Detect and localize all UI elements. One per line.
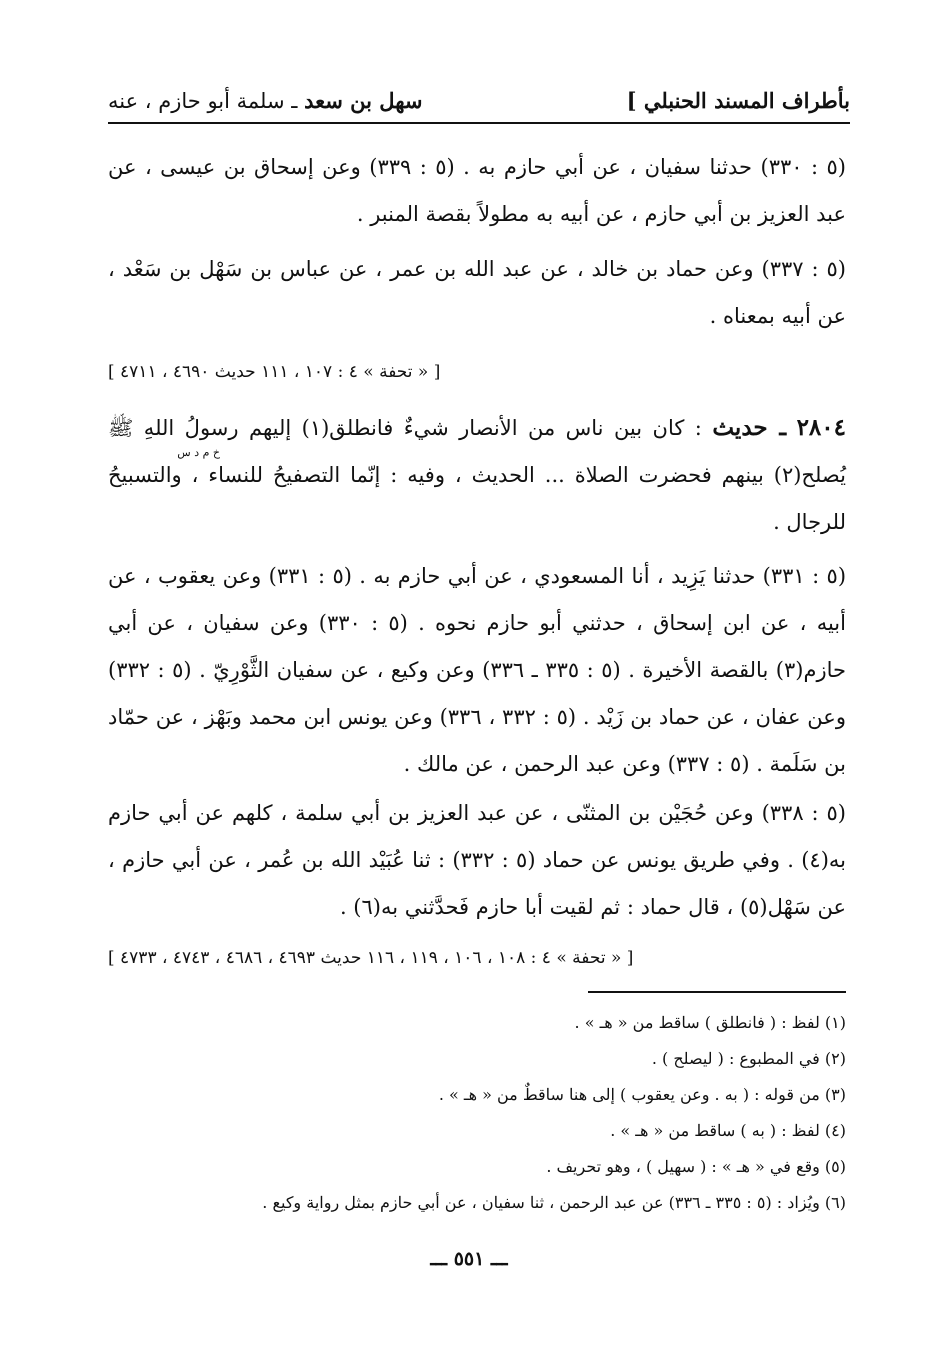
tuhfa-reference-2: [ « تحفة » ٤ : ١٠٨ ، ١٠٦ ، ١١٩ ، ١١٦ حديث ٤٦٩٣ ، ٤٦٨٦ ، ٤٧٤٣ ، ٤٧٣٣ ]: [108, 948, 634, 968]
footnote-3: (٣) من قوله : ( به . وعن يعقوب ) إلى هنا ساقطٌ من « هـ » .: [438, 1085, 846, 1104]
paragraph-4: (٥ : ٣٣٨) وعن حُجَيْن بن المثنّى ، عن عبد العزيز بن أبي سلمة ، كلهم عن أبي حازم به(٤) . وفي طريق يونس عن حماد (٥ : ٣٣٢) : ثنا عُبَيْد الله بن عُمر ، عن أبي حازم ، عن سَهْل(٥) ، قال حماد : ثم لقيت أبا حازم فَحدَّثني به(٦) .: [108, 801, 846, 919]
hadith-2804: ٢٨٠٤ ـ حديث : كان بين ناس من الأنصار شيءٌ فانطلق(١) إليهم رسولُ اللهِ ﷺ يُصلح(٢) بينهم فحضرت الصلاة ... الحديث ، وفيه : إنّما التصفيحُ للنساء ، والتسبيحُ للرجال .: [108, 414, 846, 534]
hadith-number: ٢٨٠٤: [796, 414, 846, 441]
footnotes: [108, 1005, 846, 1221]
footnote-2: (٢) في المطبوع : ( ليصلح ) .: [651, 1049, 846, 1068]
footnote-6: (٦) ويُزاد : (٥ : ٣٣٥ ـ ٣٣٦) عن عبد الرحمن ، ثنا سفيان ، عن أبي حازم بمثل رواية وكيع .: [262, 1193, 846, 1212]
paragraph-3: (٥ : ٣٣١) حدثنا يَزِيد ، أنا المسعودي ، عن أبي حازم به . (٥ : ٣٣١) وعن يعقوب ، عن أبيه ، عن ابن إسحاق ، حدثني أبو حازم نحوه . (٥ : ٣٣٠) وعن سفيان ، عن أبي حازم(٣) بالقصة الأخيرة . (٥ : ٣٣٥ ـ ٣٣٦) وعن وكيع ، عن سفيان الثَّوْرِيّ . (٥ : ٣٣٢) وعن عفان ، عن حماد بن زَيْد . (٥ : ٣٣٢ ، ٣٣٦) وعن يونس ابن محمد وبَهْز ، عن حمّاد بن سَلَمة . (٥ : ٣٣٧) وعن عبد الرحمن ، عن مالك .: [108, 564, 847, 776]
footnote-4: (٤) لفظ : ( به ) ساقط من « هـ » .: [610, 1121, 846, 1140]
header-chapter-title: [108, 88, 423, 113]
hadith-rumuz: خ م د س: [177, 446, 220, 459]
tuhfa-reference-1: [ « تحفة » ٤ : ١٠٧ ، ١١١ حديث ٤٦٩٠ ، ٤٧١١ ]: [108, 362, 441, 382]
header-chapter-rest: ـ سلمة أبو حازم ، عنه: [108, 89, 305, 113]
footnote-separator: [588, 991, 846, 993]
header-chapter-bold: سهل بن سعد: [304, 88, 423, 113]
page-number: ـــ ٥٥١ ـــ: [430, 1248, 508, 1270]
hadith-label: حديث: [712, 414, 768, 441]
paragraph-1: (٥ : ٣٣٠) حدثنا سفيان ، عن أبي حازم به . (٥ : ٣٣٩) وعن إسحاق بن عيسى ، عن عبد العزيز بن أبي حازم ، عن أبيه به مطولاً بقصة المنبر .: [108, 155, 846, 226]
header-book-title: بأطراف المسند الحنبلي ]: [626, 88, 850, 113]
paragraph-2: (٥ : ٣٣٧) وعن حماد بن خالد ، عن عبد الله بن عمر ، عن عباس بن سَهْل بن سَعْد ، عن أبيه بمعناه .: [108, 257, 846, 328]
footnote-5: (٥) وقع في « هـ » : ( سهيل ) ، وهو تحريف .: [546, 1157, 846, 1176]
footnote-1: (١) لفظ : ( فانطلق ) ساقط من « هـ » .: [574, 1013, 846, 1032]
running-header: [108, 82, 850, 124]
hadith-text: : كان بين ناس من الأنصار شيءٌ فانطلق(١) إليهم رسولُ اللهِ ﷺ يُصلح(٢) بينهم فحضرت الصلاة ... الحديث ، وفيه : إنّما التصفيحُ للنساء ، والتسبيحُ للرجال .: [108, 416, 846, 534]
